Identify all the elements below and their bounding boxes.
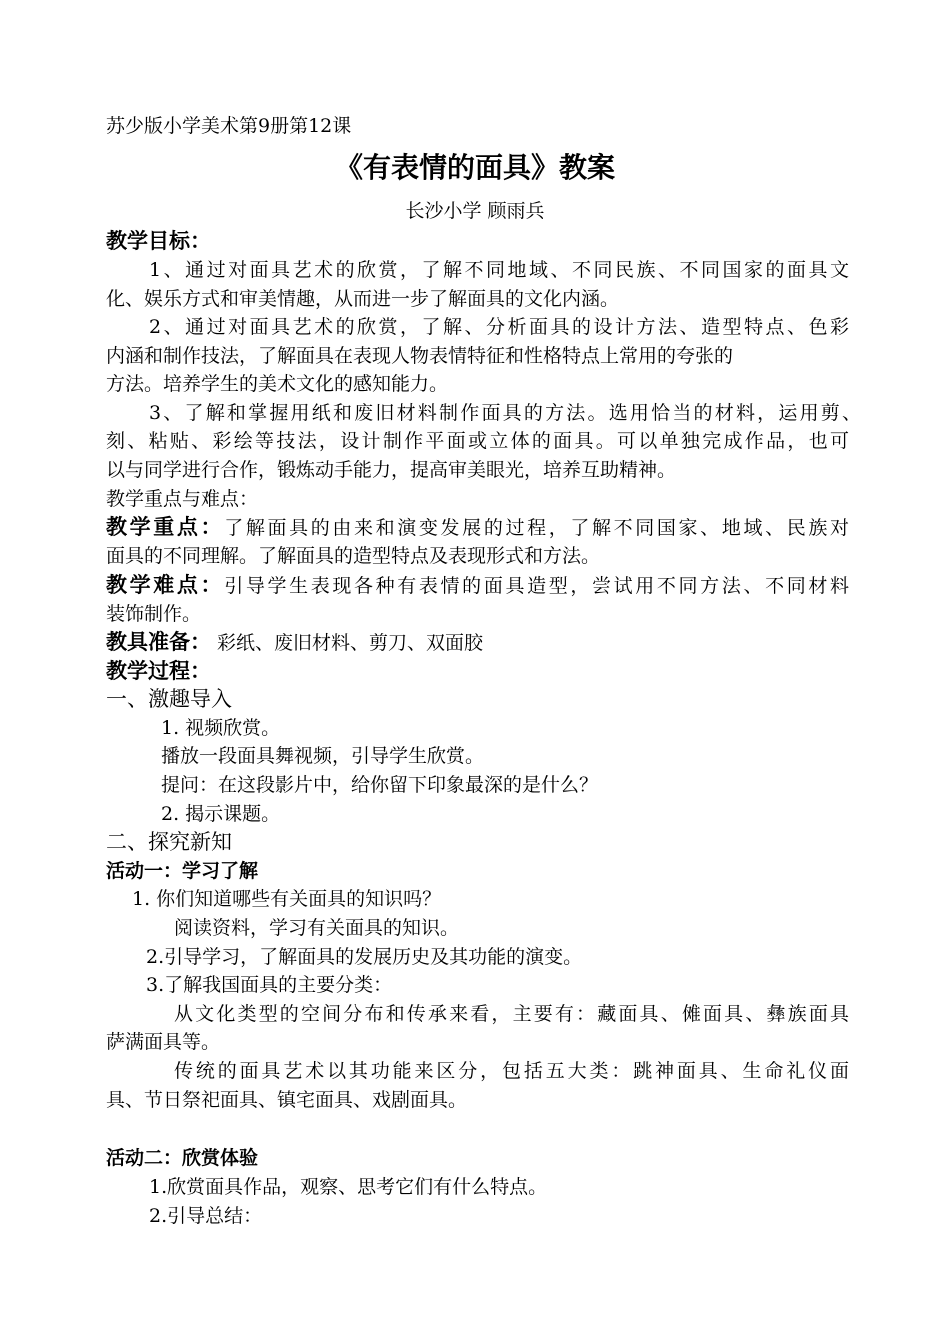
prep-line (106, 629, 483, 657)
section-1-item-4: 2. 揭示课题。 (161, 803, 281, 825)
objectives-heading: 教学目标： (106, 229, 211, 253)
page-title: 《有表情的面具》教案 (334, 151, 615, 184)
activity-1-item-4: 3.了解我国面具的主要分类： (146, 974, 393, 996)
activity-1-item-5-line-1: 从文化类型的空间分布和传承来看，主要有：藏面具、傩面具、彝族面具 (174, 1003, 849, 1025)
activity-2-item-1: 1.欣赏面具作品，观察、思考它们有什么特点。 (149, 1176, 548, 1198)
keypoints-heading: 教学重点与难点： (106, 488, 259, 510)
activity-1-item-2: 阅读资料，学习有关面具的知识。 (174, 917, 460, 939)
section-1-item-3: 提问：在这段影片中，给你留下印象最深的是什么？ (161, 774, 599, 796)
difficulty-line-1 (106, 572, 849, 600)
activity-1-item-3: 2.引导学习，了解面具的发展历史及其功能的演变。 (146, 946, 583, 968)
course-label: 苏少版小学美术第9册第12课 (106, 115, 352, 137)
objective-2-line-2: 内涵和制作技法，了解面具在表现人物表情特征和性格特点上常用的夸张的 (106, 345, 734, 367)
section-1-item-2: 播放一段面具舞视频，引导学生欣赏。 (161, 745, 485, 767)
process-heading: 教学过程： (106, 659, 211, 683)
difficulty-line-2: 装饰制作。 (106, 603, 202, 625)
prep-text: 彩纸、废旧材料、剪刀、双面胶 (211, 632, 484, 654)
activity-1-item-1: 1. 你们知道哪些有关面具的知识吗？ (132, 888, 442, 910)
section-1-heading: 一、激趣导入 (106, 687, 232, 711)
difficulty-text: 引导学生表现各种有表情的面具造型，尝试用不同方法、不同材料 (224, 575, 849, 597)
activity-1-item-5-line-2: 萨满面具等。 (106, 1031, 221, 1053)
objective-3-line-2: 刻、粘贴、彩绘等技法，设计制作平面或立体的面具。可以单独完成作品，也可 (106, 430, 849, 452)
activity-1-item-6-line-1: 传统的面具艺术以其功能来区分，包括五大类：跳神面具、生命礼仪面 (174, 1060, 849, 1082)
difficulty-label: 教学难点： (106, 573, 225, 597)
objective-2-line-1: 2、通过对面具艺术的欣赏，了解、分析面具的设计方法、造型特点、色彩 (149, 316, 849, 338)
activity-2-heading: 活动二：欣赏体验 (106, 1147, 259, 1169)
objective-3-line-3: 以与同学进行合作，锻炼动手能力，提高审美眼光，培养互助精神。 (106, 459, 677, 481)
focus-line-2: 面具的不同理解。了解面具的造型特点及表现形式和方法。 (106, 545, 601, 567)
author-line: 长沙小学 顾雨兵 (405, 200, 545, 222)
activity-1-heading: 活动一：学习了解 (106, 860, 259, 882)
focus-line-1 (106, 514, 849, 542)
focus-text: 了解面具的由来和演变发展的过程，了解不同国家、地域、民族对 (224, 517, 849, 539)
focus-label: 教学重点： (106, 515, 225, 539)
section-1-item-1: 1. 视频欣赏。 (161, 717, 281, 739)
section-2-heading: 二、探究新知 (106, 830, 232, 854)
objective-2-line-3: 方法。培养学生的美术文化的感知能力。 (106, 373, 449, 395)
activity-2-item-2: 2.引导总结： (149, 1205, 263, 1227)
prep-label: 教具准备： (106, 630, 211, 654)
objective-1-line-2: 化、娱乐方式和审美情趣，从而进一步了解面具的文化内涵。 (106, 288, 620, 310)
objective-3-line-1: 3、了解和掌握用纸和废旧材料制作面具的方法。选用恰当的材料，运用剪、 (149, 402, 861, 424)
objective-1-line-1: 1、通过对面具艺术的欣赏，了解不同地域、不同民族、不同国家的面具文 (149, 259, 849, 281)
activity-1-item-6-line-2: 具、节日祭祀面具、镇宅面具、戏剧面具。 (106, 1089, 468, 1111)
